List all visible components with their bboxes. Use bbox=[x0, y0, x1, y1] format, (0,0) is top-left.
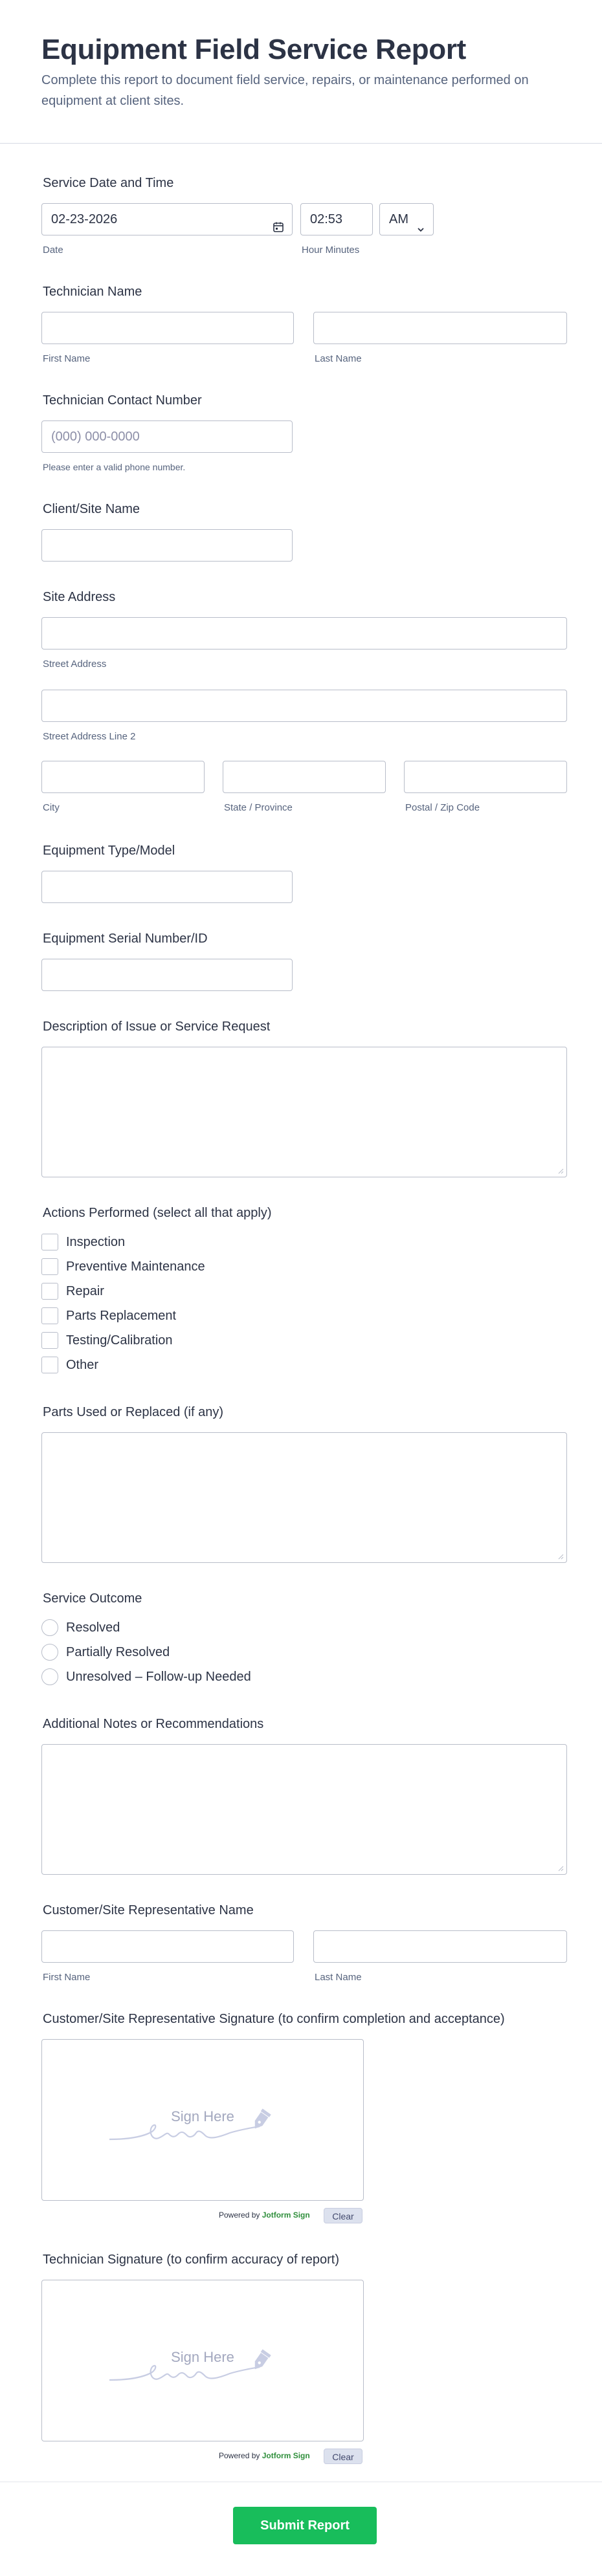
street-address-input[interactable] bbox=[41, 617, 567, 649]
technician-signature-clear-button[interactable]: Clear bbox=[324, 2449, 362, 2464]
state-sublabel: State / Province bbox=[224, 802, 293, 813]
technician-phone-input[interactable]: (000) 000-0000 bbox=[41, 420, 293, 453]
street-address-sublabel: Street Address bbox=[43, 659, 107, 670]
calendar-icon[interactable] bbox=[273, 213, 284, 225]
outcome-option[interactable] bbox=[41, 1643, 170, 1661]
powered-by-prefix: Powered by bbox=[219, 2210, 260, 2220]
time-input[interactable]: 02:53 bbox=[300, 203, 373, 235]
action-option[interactable] bbox=[41, 1356, 98, 1374]
action-option-label: Testing/Calibration bbox=[66, 1333, 173, 1348]
date-sublabel: Date bbox=[43, 245, 63, 256]
customer-signature-pad[interactable] bbox=[41, 2039, 364, 2201]
city-input[interactable] bbox=[41, 761, 205, 793]
actions-label: Actions Performed (select all that apply) bbox=[43, 1206, 272, 1220]
checkbox[interactable] bbox=[41, 1357, 58, 1373]
signature-placeholder-icon bbox=[107, 2344, 301, 2389]
issue-description-textarea[interactable] bbox=[41, 1047, 567, 1177]
technician-contact-label: Technician Contact Number bbox=[43, 393, 202, 408]
action-option[interactable] bbox=[41, 1331, 173, 1349]
technician-last-name-input[interactable] bbox=[313, 312, 567, 344]
checkbox[interactable] bbox=[41, 1258, 58, 1275]
issue-description-label: Description of Issue or Service Request bbox=[43, 1020, 271, 1034]
street-address-2-sublabel: Street Address Line 2 bbox=[43, 731, 136, 742]
customer-first-name-sublabel: First Name bbox=[43, 1972, 91, 1983]
checkbox[interactable] bbox=[41, 1234, 58, 1250]
time-sublabel: Hour Minutes bbox=[302, 245, 360, 256]
outcome-option[interactable] bbox=[41, 1619, 120, 1637]
notes-label: Additional Notes or Recommendations bbox=[43, 1717, 264, 1731]
technician-signature-pad[interactable] bbox=[41, 2280, 364, 2441]
outcome-label: Service Outcome bbox=[43, 1591, 142, 1606]
submit-button[interactable]: Submit Report bbox=[233, 2507, 377, 2544]
signature-placeholder-icon bbox=[107, 2103, 301, 2148]
technician-name-label: Technician Name bbox=[43, 285, 142, 299]
parts-label: Parts Used or Replaced (if any) bbox=[43, 1405, 224, 1419]
powered-by-prefix: Powered by bbox=[219, 2451, 260, 2460]
equipment-type-input[interactable] bbox=[41, 871, 293, 903]
outcome-option-label: Unresolved – Follow-up Needed bbox=[66, 1669, 251, 1684]
action-option-label: Preventive Maintenance bbox=[66, 1259, 205, 1274]
action-option-label: Inspection bbox=[66, 1234, 126, 1249]
state-input[interactable] bbox=[223, 761, 386, 793]
customer-signature-label: Customer/Site Representative Signature (to confirm completion and acceptance) bbox=[43, 2012, 505, 2026]
technician-first-name-sublabel: First Name bbox=[43, 353, 91, 364]
checkbox[interactable] bbox=[41, 1307, 58, 1324]
action-option-label: Parts Replacement bbox=[66, 1308, 177, 1323]
action-option-label: Repair bbox=[66, 1283, 104, 1298]
form-title: Equipment Field Service Report bbox=[41, 34, 467, 65]
customer-first-name-input[interactable] bbox=[41, 1930, 294, 1963]
jotform-sign-brand: Jotform Sign bbox=[262, 2451, 310, 2460]
street-address-2-input[interactable] bbox=[41, 690, 567, 722]
phone-hint: Please enter a valid phone number. bbox=[43, 462, 186, 472]
radio-button[interactable] bbox=[41, 1644, 58, 1661]
customer-last-name-sublabel: Last Name bbox=[315, 1972, 362, 1983]
powered-by-text bbox=[219, 2451, 310, 2460]
sign-here-text: Sign Here bbox=[171, 2108, 234, 2124]
technician-first-name-input[interactable] bbox=[41, 312, 294, 344]
action-option[interactable] bbox=[41, 1307, 176, 1325]
checkbox[interactable] bbox=[41, 1283, 58, 1300]
sign-here-text: Sign Here bbox=[171, 2349, 234, 2365]
technician-last-name-sublabel: Last Name bbox=[315, 353, 362, 364]
equipment-serial-input[interactable] bbox=[41, 959, 293, 991]
checkbox[interactable] bbox=[41, 1332, 58, 1349]
chevron-down-icon bbox=[416, 215, 425, 246]
client-site-input[interactable] bbox=[41, 529, 293, 562]
technician-signature-label: Technician Signature (to confirm accuracy of report) bbox=[43, 2253, 339, 2267]
outcome-option[interactable] bbox=[41, 1668, 251, 1686]
customer-name-label: Customer/Site Representative Name bbox=[43, 1903, 254, 1917]
customer-signature-clear-button[interactable]: Clear bbox=[324, 2208, 362, 2223]
parts-textarea[interactable] bbox=[41, 1432, 567, 1563]
powered-by-text bbox=[219, 2210, 310, 2220]
equipment-type-label: Equipment Type/Model bbox=[43, 844, 175, 858]
form-description: Complete this report to document field service, repairs, or maintenance performed on equipment at client sites. bbox=[41, 73, 529, 108]
zip-input[interactable] bbox=[404, 761, 567, 793]
date-value: 02-23-2026 bbox=[51, 212, 118, 226]
date-input[interactable] bbox=[41, 203, 293, 235]
client-site-label: Client/Site Name bbox=[43, 502, 140, 516]
resize-handle-icon[interactable] bbox=[557, 1168, 564, 1174]
action-option[interactable] bbox=[41, 1233, 125, 1251]
ampm-select[interactable] bbox=[379, 203, 434, 235]
resize-handle-icon[interactable] bbox=[557, 1553, 564, 1560]
equipment-serial-label: Equipment Serial Number/ID bbox=[43, 932, 208, 946]
jotform-sign-brand: Jotform Sign bbox=[262, 2210, 310, 2220]
action-option-label: Other bbox=[66, 1357, 99, 1372]
outcome-option-label: Partially Resolved bbox=[66, 1644, 170, 1659]
outcome-option-label: Resolved bbox=[66, 1620, 120, 1635]
city-sublabel: City bbox=[43, 802, 60, 813]
resize-handle-icon[interactable] bbox=[557, 1865, 564, 1872]
radio-button[interactable] bbox=[41, 1619, 58, 1636]
ampm-value: AM bbox=[389, 212, 408, 226]
action-option[interactable] bbox=[41, 1282, 104, 1300]
site-address-label: Site Address bbox=[43, 590, 116, 604]
service-date-label: Service Date and Time bbox=[43, 176, 174, 190]
action-option[interactable] bbox=[41, 1258, 205, 1276]
customer-last-name-input[interactable] bbox=[313, 1930, 567, 1963]
form-header bbox=[0, 0, 602, 144]
zip-sublabel: Postal / Zip Code bbox=[405, 802, 480, 813]
notes-textarea[interactable] bbox=[41, 1744, 567, 1875]
radio-button[interactable] bbox=[41, 1668, 58, 1685]
